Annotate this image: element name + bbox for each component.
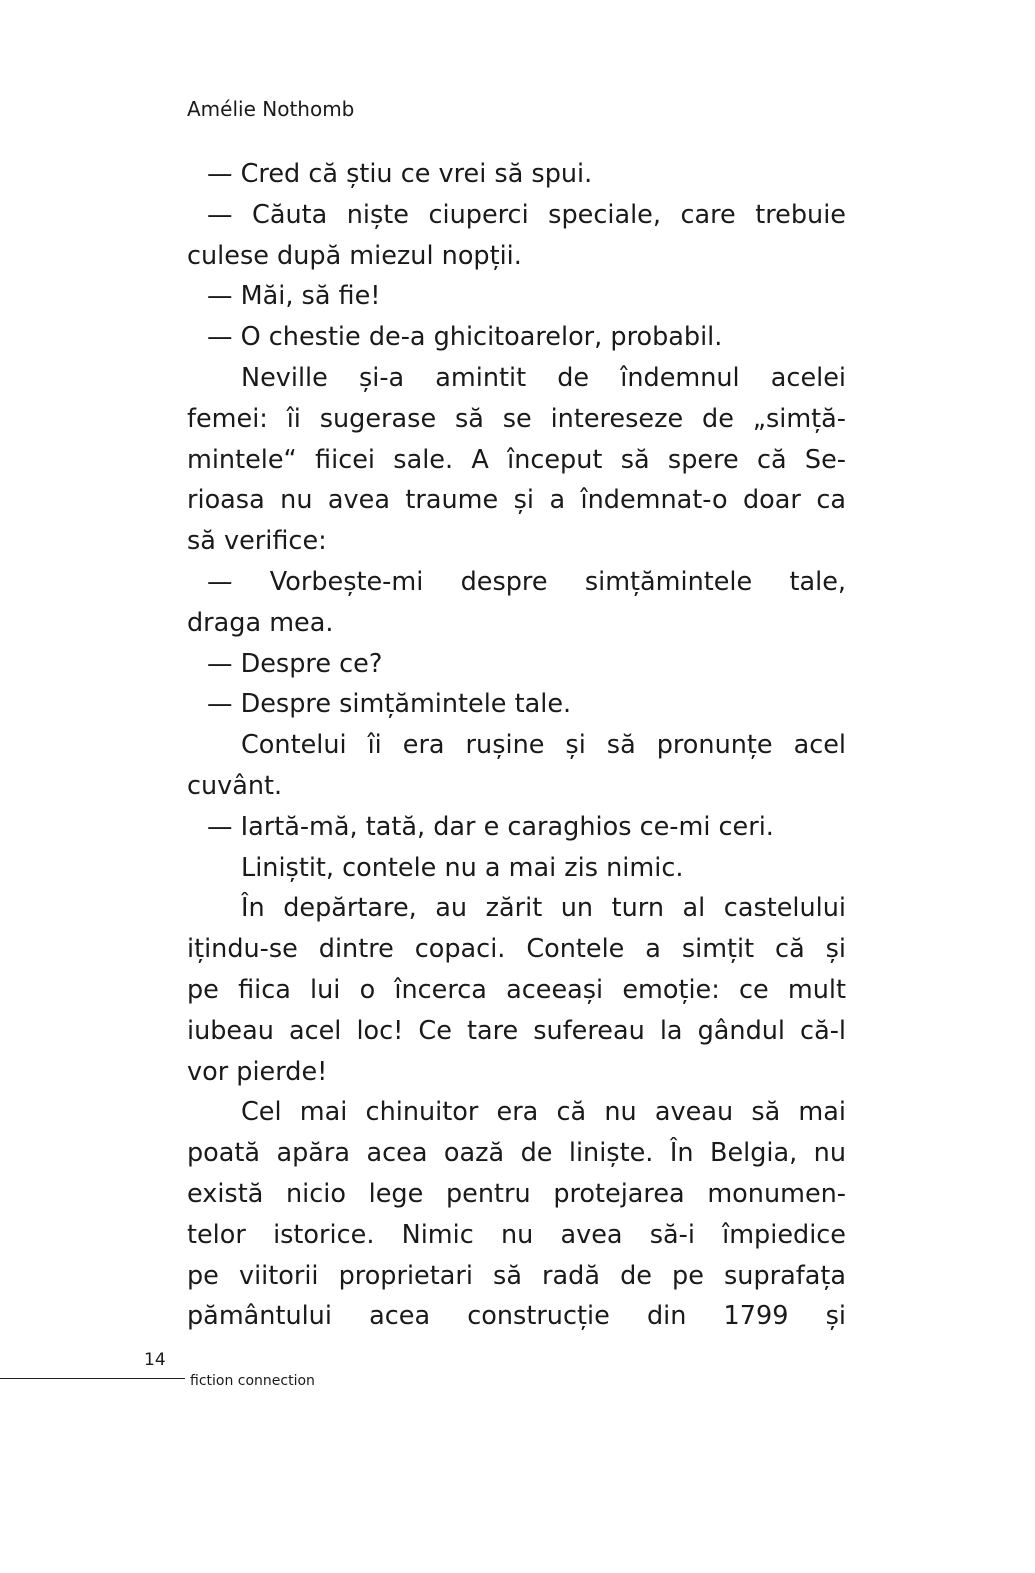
text-line: Neville și-a amintit de îndemnul acelei [241, 362, 846, 393]
text-line: Liniștit, contele nu a mai zis nimic. [241, 852, 684, 883]
body-text [187, 154, 846, 1337]
text-line: — Măi, să fie! [207, 281, 381, 312]
text-line: există nicio lege pentru protejarea monumen- [187, 1178, 846, 1209]
text-line: Cel mai chinuitor era că nu aveau să mai [241, 1097, 846, 1128]
text-line: telor istorice. Nimic nu avea să-i împiedice [187, 1219, 846, 1250]
text-line: ițindu-se dintre copaci. Contele a simțit că și [187, 934, 846, 965]
text-line: — Cred că știu ce vrei să spui. [207, 159, 593, 189]
text-line: draga mea. [187, 607, 334, 638]
text-line: vor pierde! [187, 1056, 328, 1087]
text-line: femei: îi sugerase să se intereseze de „simță- [187, 403, 846, 434]
text-line: poată apăra acea oază de liniște. În Belgia, nu [187, 1138, 846, 1169]
text-line: rioasa nu avea traume și a îndemnat-o doar ca [187, 485, 846, 516]
page-number: 14 [144, 1350, 166, 1370]
text-line: pe viitorii proprietari să radă de pe suprafața [187, 1260, 846, 1291]
text-line: iubeau acel loc! Ce tare sufereau la gândul că-l [187, 1015, 846, 1046]
text-line: cuvânt. [187, 770, 283, 801]
text-line: — Despre simțămintele tale. [207, 689, 572, 720]
text-line: pe fiica lui o încerca aceeași emoție: ce mult [187, 974, 846, 1005]
text-line: pământului acea construcție din 1799 și [187, 1301, 846, 1332]
text-line: — Despre ce? [207, 648, 383, 679]
text-line: să verifice: [187, 526, 327, 557]
text-line: mintele“ fiicei sale. A început să spere că Se- [187, 444, 846, 475]
text-line: În depărtare, au zărit un turn al castelului [241, 893, 846, 924]
running-head-author: Amélie Nothomb [187, 97, 355, 121]
text-line: — O chestie de-a ghicitoarelor, probabil. [207, 322, 723, 353]
text-line: — Iartă-mă, tată, dar e caraghios ce-mi ceri. [207, 811, 774, 842]
footer-imprint: fiction connection [190, 1373, 315, 1389]
text-line: — Căuta niște ciuperci speciale, care trebuie [207, 199, 846, 230]
text-line: culese după miezul nopții. [187, 240, 522, 271]
footer-divider [0, 1378, 185, 1379]
text-line: Contelui îi era rușine și să pronunțe acel [241, 730, 846, 761]
text-line: — Vorbește-mi despre simțămintele tale, [207, 566, 846, 597]
